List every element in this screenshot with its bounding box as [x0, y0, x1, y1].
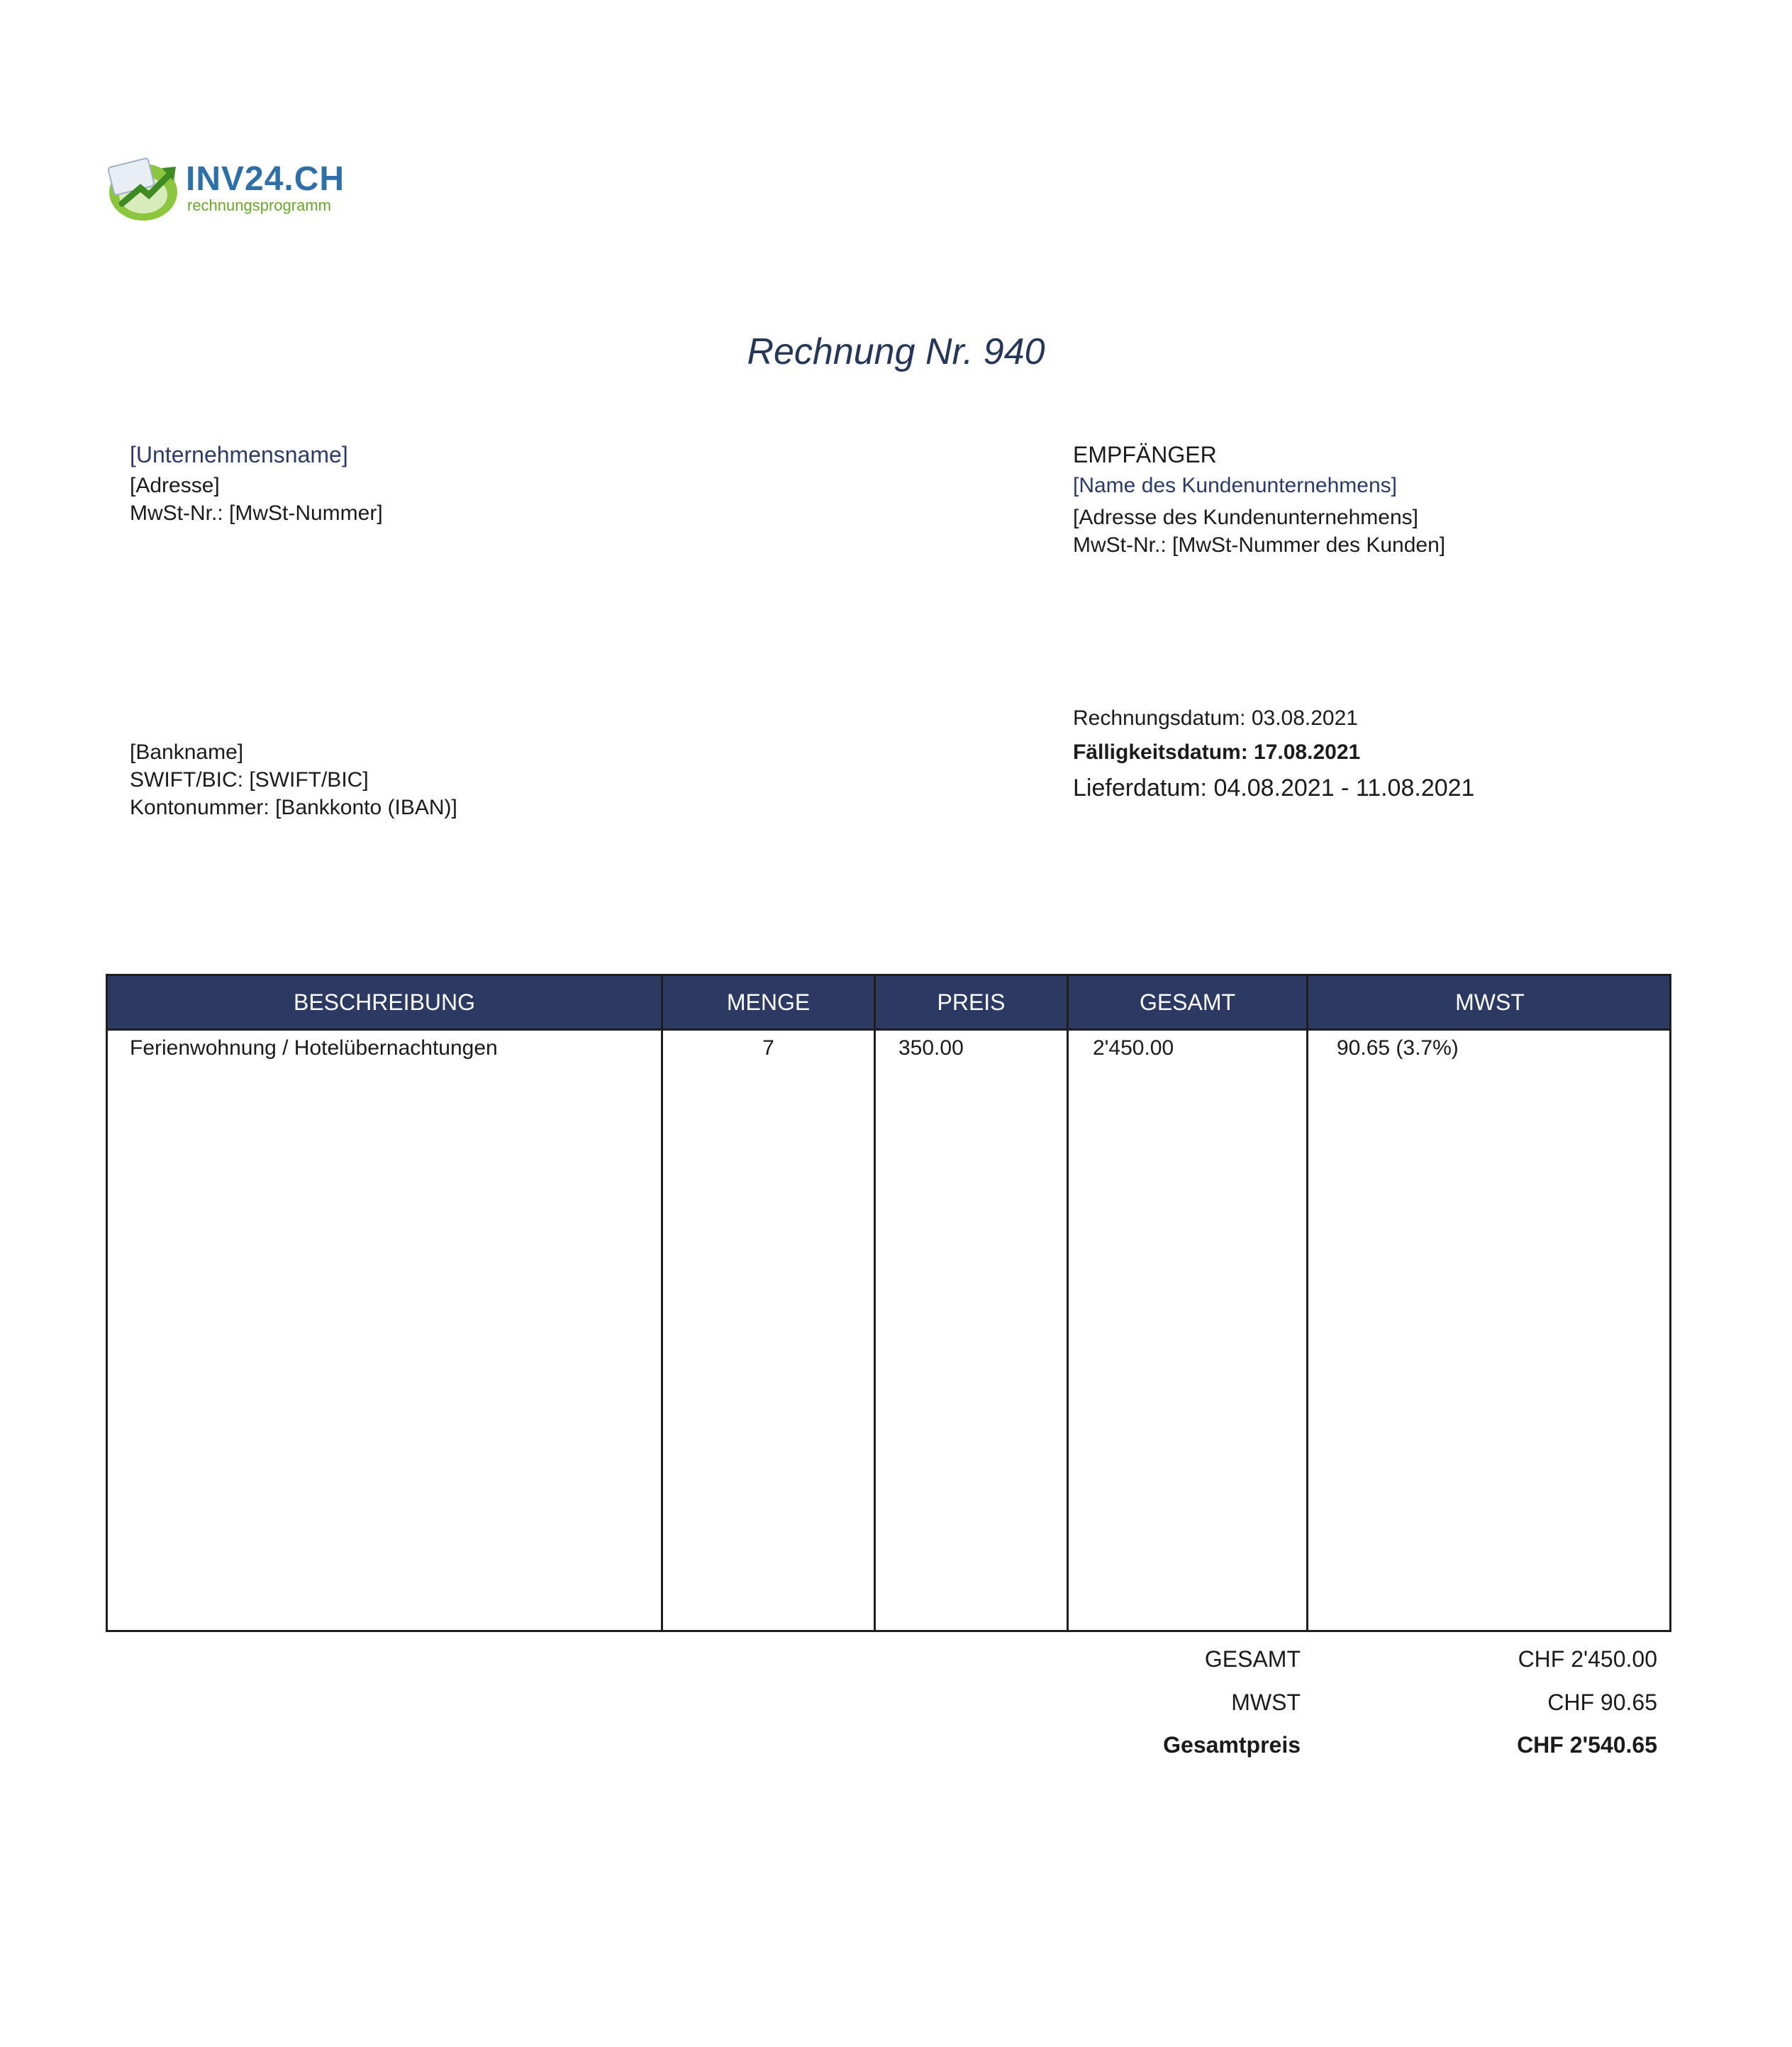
line-items-table	[106, 974, 1671, 1632]
header-quantity: MENGE	[726, 989, 811, 1015]
sender-address: [Adresse]	[130, 474, 220, 497]
logo-tagline: rechnungsprogramm	[187, 196, 331, 214]
cell-description: Ferienwohnung / Hotelübernachtungen	[130, 1036, 498, 1060]
sender-vat: MwSt-Nr.: [MwSt-Nummer]	[130, 501, 383, 525]
cell-vat: 90.65 (3.7%)	[1337, 1036, 1459, 1060]
column-divider	[1067, 976, 1069, 1630]
subtotal-value: CHF 2'450.00	[1518, 1646, 1657, 1672]
header-vat: MWST	[1455, 989, 1525, 1015]
bank-name: [Bankname]	[130, 740, 244, 764]
recipient-vat: MwSt-Nr.: [MwSt-Nummer des Kunden]	[1073, 533, 1446, 557]
header-price: PREIS	[937, 989, 1006, 1015]
recipient-address: [Adresse des Kundenunternehmens]	[1073, 506, 1418, 529]
bank-account: Kontonummer: [Bankkonto (IBAN)]	[130, 796, 457, 819]
bank-swift: SWIFT/BIC: [SWIFT/BIC]	[130, 768, 369, 792]
recipient-heading: EMPFÄNGER	[1073, 442, 1217, 467]
column-divider	[661, 976, 663, 1630]
logo-brand-text: INV24.CH	[186, 160, 345, 198]
vat-total-label: MWST	[1231, 1690, 1301, 1715]
grand-total-label: Gesamtpreis	[1163, 1732, 1301, 1758]
header-description: BESCHREIBUNG	[293, 989, 476, 1015]
due-date: Fälligkeitsdatum: 17.08.2021	[1073, 740, 1361, 764]
grand-total-value: CHF 2'540.65	[1517, 1732, 1657, 1758]
cell-total: 2'450.00	[1093, 1036, 1174, 1060]
subtotal-label: GESAMT	[1204, 1646, 1301, 1672]
header-total: GESAMT	[1139, 989, 1236, 1015]
column-divider	[874, 976, 876, 1630]
delivery-date: Lieferdatum: 04.08.2021 - 11.08.2021	[1073, 775, 1475, 801]
recipient-company: [Name des Kundenunternehmens]	[1073, 474, 1397, 497]
vat-total-value: CHF 90.65	[1547, 1690, 1657, 1715]
company-logo	[106, 152, 345, 223]
invoice-title: Rechnung Nr. 940	[747, 331, 1045, 372]
column-divider	[1306, 976, 1308, 1630]
sender-company: [Unternehmensname]	[130, 442, 348, 467]
cell-price: 350.00	[898, 1036, 964, 1060]
invoice-date: Rechnungsdatum: 03.08.2021	[1073, 706, 1358, 730]
logo-emblem-icon	[106, 152, 183, 223]
cell-quantity: 7	[762, 1036, 774, 1060]
